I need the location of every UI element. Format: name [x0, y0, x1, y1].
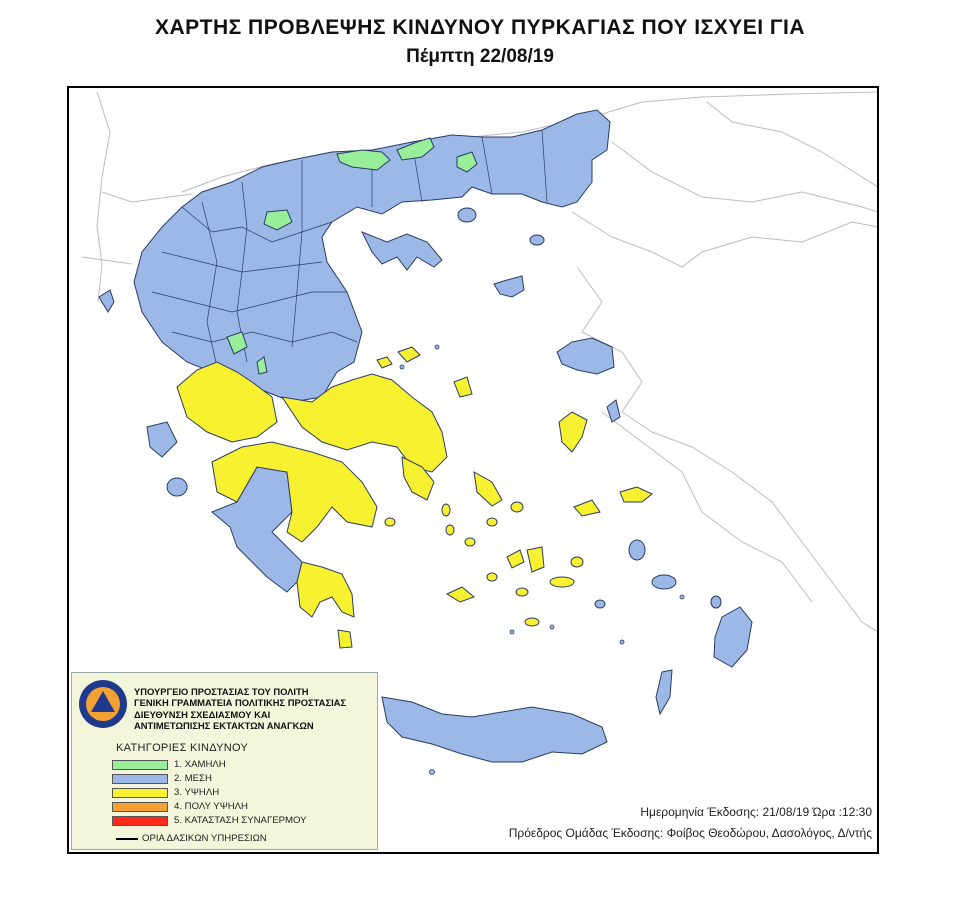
legend-item-medium	[112, 774, 352, 785]
legend-label: 1. ΧΑΜΗΛΗ	[174, 759, 226, 770]
org-line: ΥΠΟΥΡΓΕΙΟ ΠΡΟΣΤΑΣΙΑΣ ΤΟΥ ΠΟΛΙΤΗ	[134, 686, 309, 697]
legend-swatch-high	[112, 788, 168, 798]
legend-item-high	[112, 788, 352, 799]
org-line: ΑΝΤΙΜΕΤΩΠΙΣΗΣ ΕΚΤΑΚΤΩΝ ΑΝΑΓΚΩΝ	[134, 720, 314, 732]
risk-categories-title: ΚΑΤΗΓΟΡΙΕΣ ΚΙΝΔΥΝΟΥ	[116, 742, 249, 754]
legend-label: 2. ΜΕΣΗ	[174, 773, 212, 784]
legend-swatch-very-high	[112, 802, 168, 812]
issue-date: Ημερομηνία Έκδοσης: 21/08/19 Ώρα :12:30	[640, 805, 872, 819]
legend-swatch-low	[112, 760, 168, 770]
map-title: ΧΑΡΤΗΣ ΠΡΟΒΛΕΨΗΣ ΚΙΝΔΥΝΟΥ ΠΥΡΚΑΓΙΑΣ ΠΟΥ ΙΣΧΥΕΙ ΓΙΑ	[154, 16, 806, 39]
legend-swatch-medium	[112, 774, 168, 784]
legend-panel	[71, 672, 378, 850]
org-line: ΓΕΝΙΚΗ ΓΡΑΜΜΑΤΕΙΑ ΠΟΛΙΤΙΚΗΣ ΠΡΟΣΤΑΣΙΑΣ	[134, 697, 347, 709]
org-line: ΔΙΕΥΘΥΝΣΗ ΣΧΕΔΙΑΣΜΟΥ ΚΑΙ	[134, 708, 271, 720]
legend-item-very-high	[112, 802, 352, 813]
boundary-label: ΟΡΙΑ ΔΑΣΙΚΩΝ ΥΠΗΡΕΣΙΩΝ	[142, 833, 267, 844]
legend-label: 4. ΠΟΛΥ ΥΨΗΛΗ	[174, 801, 248, 812]
map-date: Πέμπτη 22/08/19	[406, 46, 554, 67]
legend-label: 3. ΥΨΗΛΗ	[174, 787, 220, 798]
issuing-authority	[134, 686, 346, 732]
legend-label: 5. ΚΑΤΑΣΤΑΣΗ ΣΥΝΑΓΕΡΜΟΥ	[174, 815, 307, 826]
boundary-line-symbol	[116, 838, 138, 840]
legend-swatch-alert	[112, 816, 168, 826]
legend-item-alert	[112, 816, 352, 827]
issue-chair: Πρόεδρος Ομάδας Έκδοσης: Φοίβος Θεοδώρου, Δασολόγος, Δ/ντής	[508, 826, 872, 840]
legend-item-low	[112, 760, 352, 771]
civil-protection-logo	[78, 679, 128, 729]
